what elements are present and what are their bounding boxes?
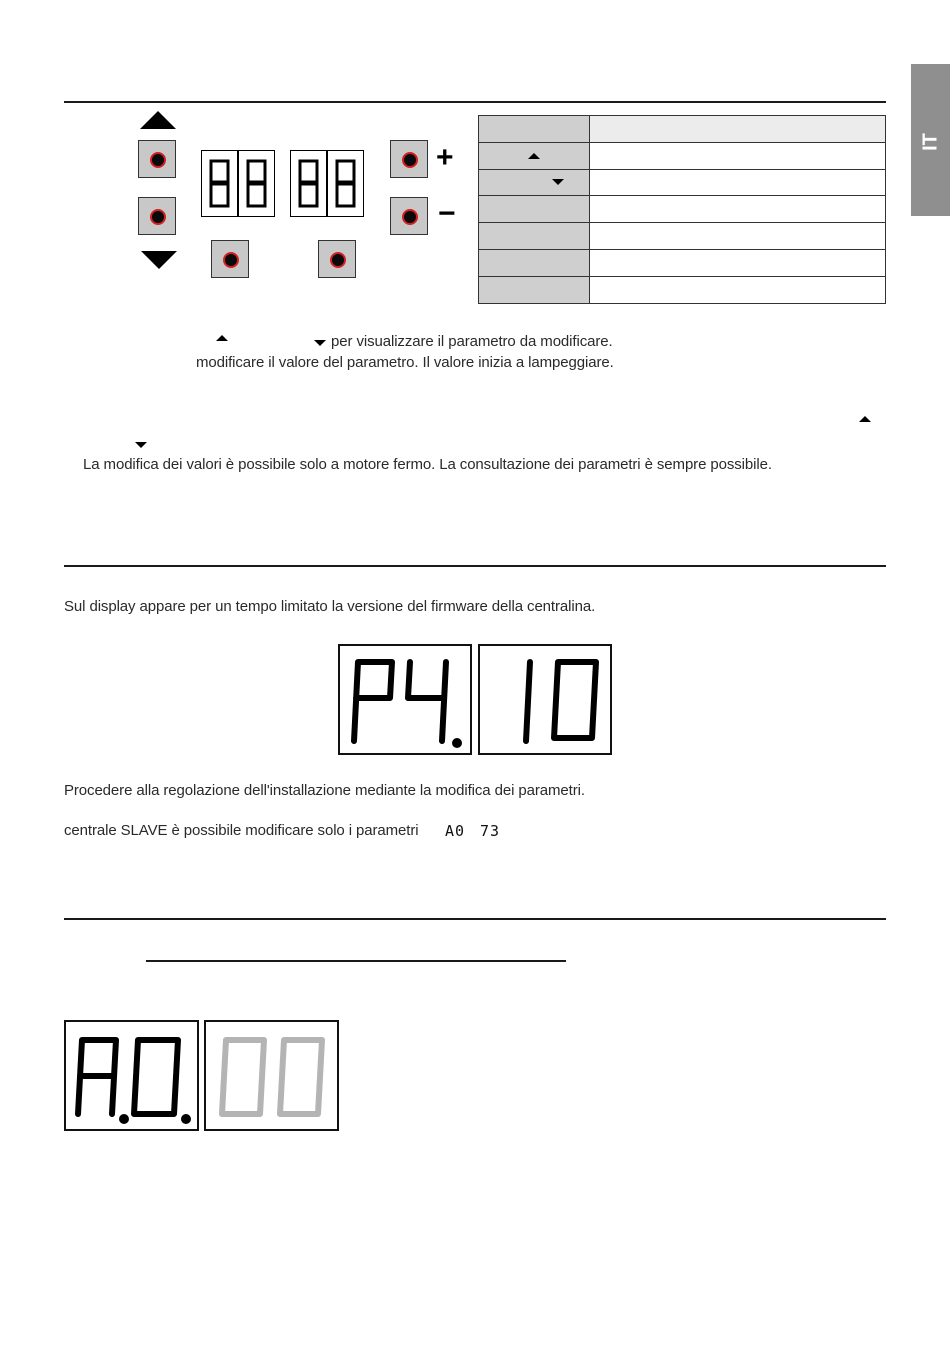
adjust-text: Procedere alla regolazione dell'installazione mediante la modifica dei parametri. bbox=[64, 782, 585, 799]
arrow-down-icon bbox=[552, 179, 564, 185]
table-cell-key bbox=[479, 116, 590, 143]
table-cell-value bbox=[590, 249, 886, 276]
button-led-icon bbox=[150, 152, 166, 168]
table-row bbox=[479, 249, 886, 276]
firmware-display-left bbox=[338, 644, 472, 755]
segment-8-icon bbox=[239, 151, 274, 216]
segment-display-icon bbox=[480, 646, 610, 753]
param-display-left bbox=[64, 1020, 199, 1131]
table-row bbox=[479, 142, 886, 169]
arrow-up-icon bbox=[140, 111, 176, 129]
down-button[interactable] bbox=[138, 197, 176, 235]
segment-8-icon bbox=[328, 151, 363, 216]
segment-display-icon bbox=[340, 646, 470, 753]
arrow-up-icon bbox=[528, 153, 540, 159]
table-cell-value bbox=[590, 223, 886, 250]
table-cell-value bbox=[590, 142, 886, 169]
display-digit-4 bbox=[327, 150, 364, 217]
arrow-down-icon bbox=[135, 442, 147, 448]
button-led-icon bbox=[150, 209, 166, 225]
minus-icon: − bbox=[438, 197, 456, 230]
right-select-button[interactable] bbox=[318, 240, 356, 278]
param-to-label: 73 bbox=[480, 822, 501, 840]
table-cell-value bbox=[590, 169, 886, 196]
table-cell-value bbox=[590, 276, 886, 303]
table-row bbox=[479, 169, 886, 196]
segment-display-dim-icon bbox=[206, 1022, 337, 1129]
table-cell-key bbox=[479, 276, 590, 303]
segment-8-icon bbox=[291, 151, 326, 216]
heading-underline bbox=[146, 960, 566, 962]
firmware-display-right bbox=[478, 644, 612, 755]
arrow-up-icon bbox=[859, 416, 871, 422]
table-cell-key bbox=[479, 223, 590, 250]
table-cell-key bbox=[479, 196, 590, 223]
note-text: La modifica dei valori è possibile solo a motore fermo. La consultazione dei parametri è sempre possibile. bbox=[83, 456, 772, 473]
firmware-text: Sul display appare per un tempo limitato la versione del firmware della centralina. bbox=[64, 598, 596, 615]
section-rule-params bbox=[64, 918, 886, 920]
arrow-down-icon bbox=[141, 251, 177, 269]
table-row bbox=[479, 276, 886, 303]
button-led-icon bbox=[223, 252, 239, 268]
language-tab-label: IT bbox=[919, 133, 942, 151]
language-tab[interactable] bbox=[911, 64, 950, 216]
table-cell-value bbox=[590, 116, 886, 143]
arrow-down-icon bbox=[314, 340, 326, 346]
table-row bbox=[479, 223, 886, 250]
table-row bbox=[479, 196, 886, 223]
display-digit-2 bbox=[238, 150, 275, 217]
segment-8-icon bbox=[202, 151, 237, 216]
button-led-icon bbox=[402, 152, 418, 168]
instruction-line-2: modificare il valore del parametro. Il valore inizia a lampeggiare. bbox=[196, 354, 614, 371]
arrow-up-icon bbox=[216, 335, 228, 341]
section-rule-firmware bbox=[64, 565, 886, 567]
plus-button[interactable] bbox=[390, 140, 428, 178]
table-cell-key bbox=[479, 169, 590, 196]
minus-button[interactable] bbox=[390, 197, 428, 235]
display-digit-3 bbox=[290, 150, 327, 217]
slave-text: centrale SLAVE è possibile modificare solo i parametri bbox=[64, 822, 419, 839]
plus-icon: + bbox=[436, 141, 454, 174]
table-row bbox=[479, 116, 886, 143]
up-button[interactable] bbox=[138, 140, 176, 178]
instruction-line-1: per visualizzare il parametro da modificare. bbox=[331, 333, 613, 350]
left-select-button[interactable] bbox=[211, 240, 249, 278]
segment-display-icon bbox=[66, 1022, 197, 1129]
table-cell-key bbox=[479, 142, 590, 169]
table-cell-value bbox=[590, 196, 886, 223]
section-rule-top bbox=[64, 101, 886, 103]
table-cell-key bbox=[479, 249, 590, 276]
param-from-label: A0 bbox=[445, 822, 466, 840]
parameter-table bbox=[478, 115, 886, 304]
display-digit-1 bbox=[201, 150, 238, 217]
button-led-icon bbox=[402, 209, 418, 225]
param-display-right bbox=[204, 1020, 339, 1131]
button-led-icon bbox=[330, 252, 346, 268]
